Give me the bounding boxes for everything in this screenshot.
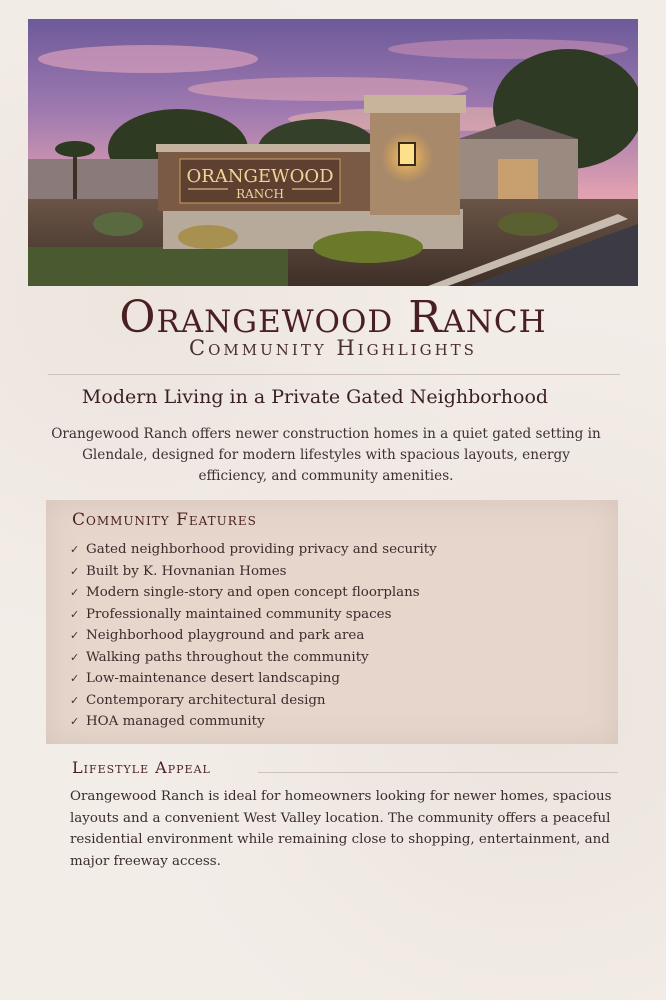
list-item: ✓ Modern single-story and open concept floorplans [70,585,420,600]
intro-heading: Modern Living in a Private Gated Neighborhood [81,386,549,408]
check-icon: ✓ [70,650,80,664]
list-item: ✓ HOA managed community [70,714,265,729]
lifestyle-title: Lifestyle Appeal [72,758,211,777]
check-icon: ✓ [70,693,80,707]
check-icon: ✓ [70,607,80,621]
list-item: ✓ Neighborhood playground and park area [70,628,365,643]
check-icon: ✓ [70,586,80,599]
list-item: ✓ Professionally maintained community spaces [70,606,392,622]
check-icon: ✓ [70,543,80,556]
check-icon: ✓ [70,672,80,685]
check-icon: ✓ [70,564,80,578]
intro-text: Orangewood Ranch offers newer construction homes in a quiet gated setting in Glendale, designed for modern lifestyles with spacious layouts, energy efficiency, and community amenities. [51,426,601,484]
check-icon: ✓ [70,715,80,728]
page-subtitle: Community Highlights [189,336,477,360]
features-panel [46,500,618,744]
features-title: Community Features [72,510,257,530]
features-list [70,542,437,736]
list-item: ✓ Gated neighborhood providing privacy and security [70,542,437,557]
check-icon: ✓ [70,629,80,642]
sign-text-line1: ORANGEWOOD [186,166,334,187]
entrance-sign-photo [28,19,638,286]
lifestyle-divider [258,772,618,773]
sign-text-line2: RANCH [236,187,284,201]
list-item: ✓ Contemporary architectural design [70,692,326,708]
list-item: ✓ Walking paths throughout the community [70,649,369,665]
list-item: ✓ Built by K. Hovnanian Homes [70,563,287,579]
lifestyle-text: Orangewood Ranch is ideal for homeowners looking for newer homes, spacious layouts and a convenient West Valley location. The community offers a peaceful residential environment while remaining close to shopping, entertainment, and major freeway access. [70,789,612,869]
header-divider [48,374,620,375]
list-item: ✓ Low-maintenance desert landscaping [70,671,340,686]
hero-photo [28,19,638,286]
page-title: Orangewood Ranch [119,292,547,343]
